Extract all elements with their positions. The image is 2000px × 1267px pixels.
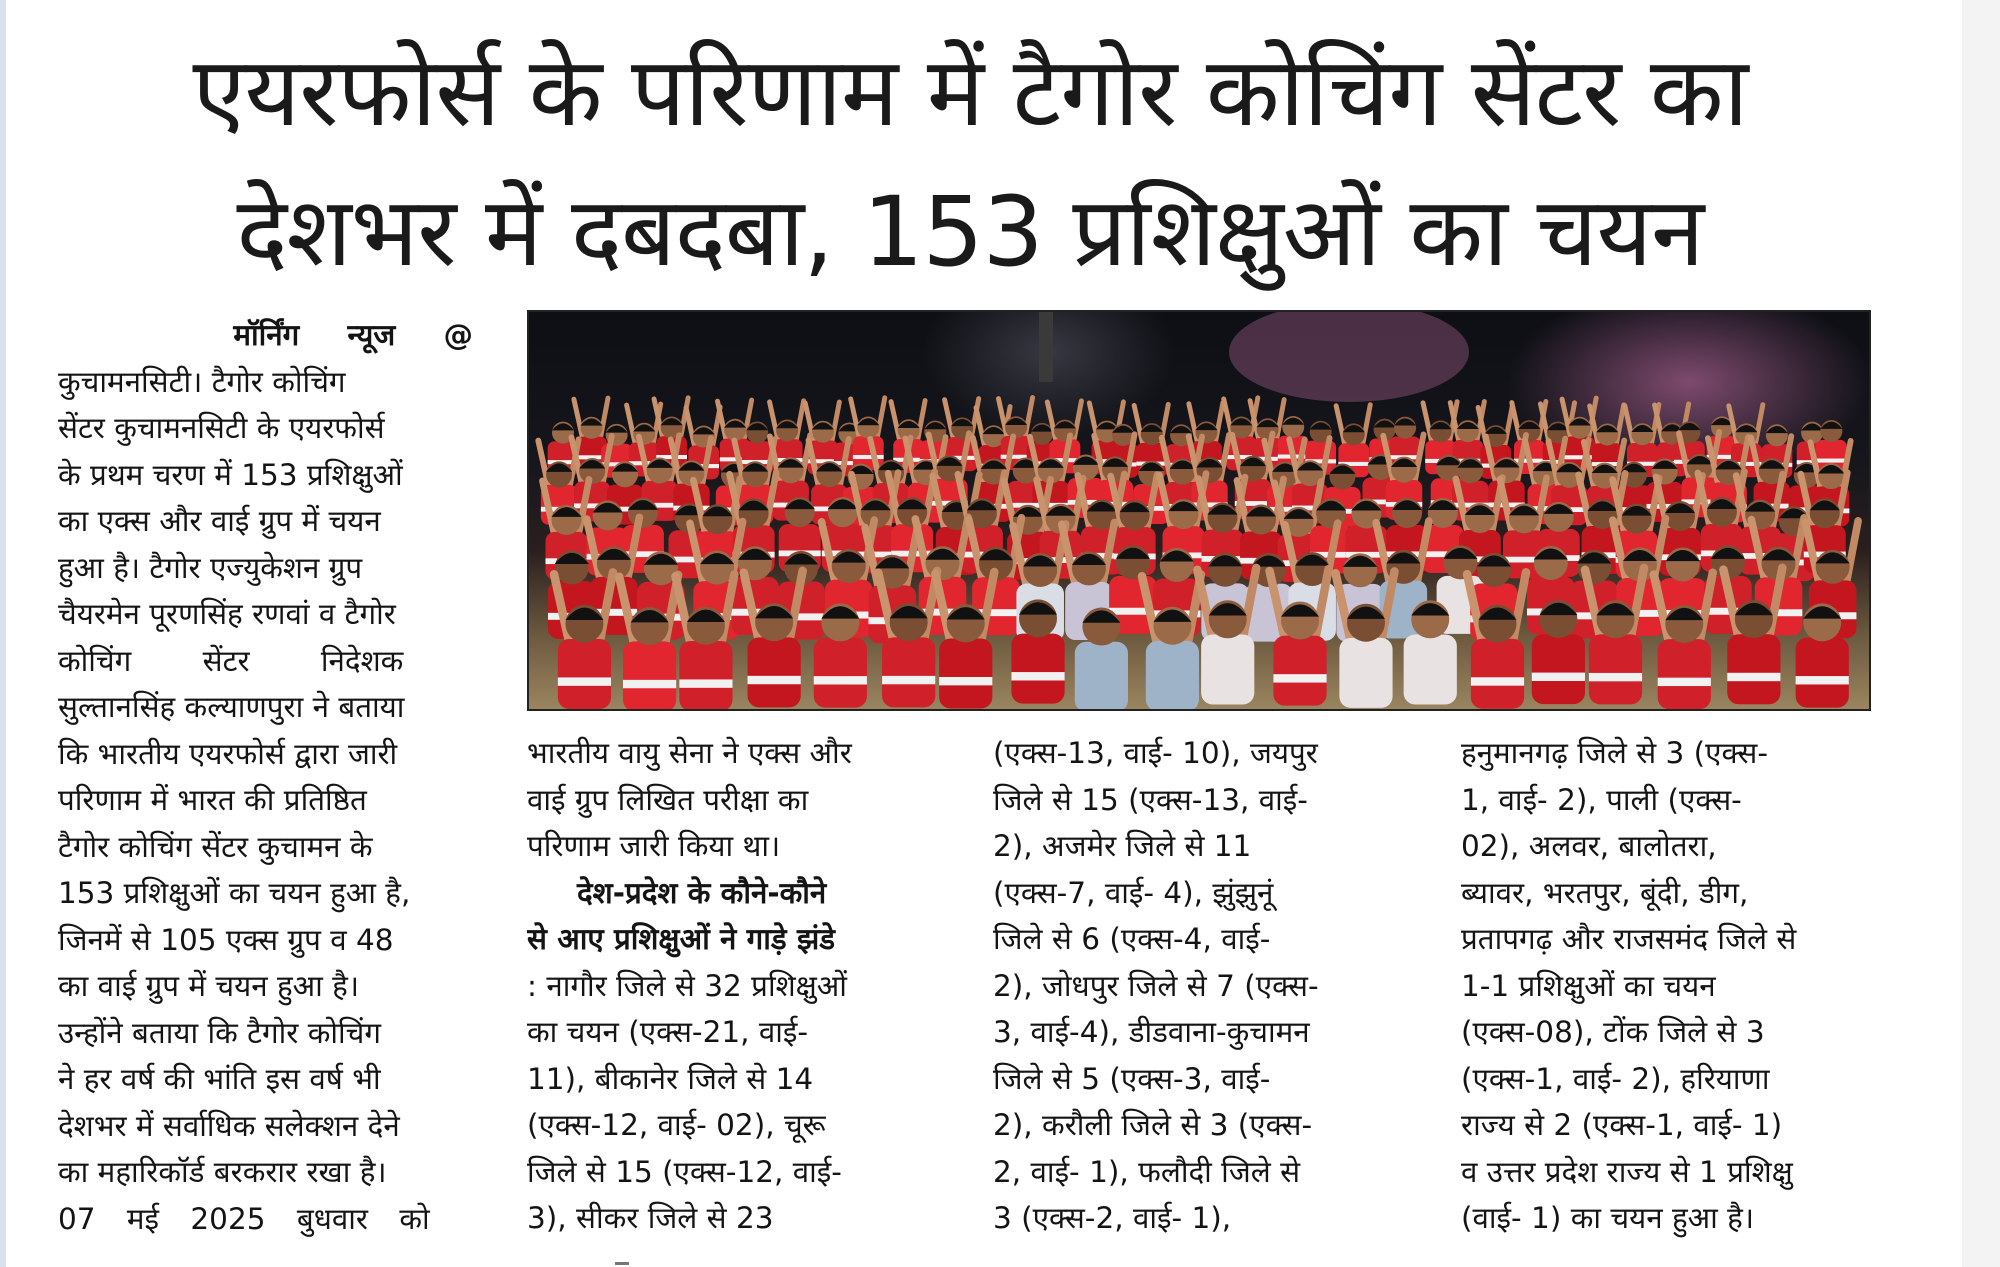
article-column-2 — [527, 730, 942, 1242]
group-photo-crowd — [529, 312, 1869, 709]
body-line: हनुमानगढ़ जिले से 3 (एक्स- — [1461, 736, 1768, 770]
body-line: (एक्स-1, वाई- 2), हरियाणा — [1461, 1061, 1770, 1096]
subheading: देश-प्रदेश के कौने-कौने — [577, 875, 827, 910]
body-line: परिणाम जारी किया था। — [527, 829, 781, 863]
body-line: का वाई ग्रुप में चयन हुआ है। — [58, 969, 359, 1003]
body-line: जिनमें से 105 एक्स ग्रुप व 48 — [58, 922, 394, 957]
article-column-1 — [58, 312, 473, 1242]
body-line: कि भारतीय एयरफोर्स द्वारा जारी — [58, 736, 398, 771]
body-line: (एक्स-13, वाई- 10), जयपुर — [993, 736, 1318, 770]
body-line: (एक्स-7, वाई- 4), झुंझुनूं — [993, 875, 1274, 910]
body-line: व उत्तर प्रदेश राज्य से 1 प्रशिक्षु — [1461, 1154, 1793, 1189]
headline — [20, 22, 1920, 302]
body-line: चैयरमेन पूरणसिंह रणवां व टैगोर — [58, 597, 396, 631]
page-left-border — [0, 0, 6, 1267]
body-line: 1-1 प्रशिक्षुओं का चयन — [1461, 968, 1716, 1003]
body-line: का चयन (एक्स-21, वाई- — [527, 1015, 809, 1049]
body-line: 2), करौली जिले से 3 (एक्स- — [993, 1108, 1313, 1142]
body-line: जिले से 6 (एक्स-4, वाई- — [993, 922, 1271, 956]
body-line: ने हर वर्ष की भांति इस वर्ष भी — [58, 1062, 381, 1096]
body-line: का एक्स और वाई ग्रुप में चयन — [58, 504, 381, 538]
body-line: भारतीय वायु सेना ने एक्स और — [527, 736, 852, 770]
subheading: से आए प्रशिक्षुओं ने गाड़े झंडे — [527, 922, 836, 956]
body-line: परिणाम में भारत की प्रतिष्ठित — [58, 783, 367, 817]
body-line: (एक्स-12, वाई- 02), चूरू — [527, 1108, 826, 1142]
headline-line-2: देशभर में दबदबा, 153 प्रशिक्षुओं का चयन — [236, 176, 1704, 288]
body-line: सेंटर कुचामनसिटी के एयरफोर्स — [58, 411, 385, 445]
body-line: 2, वाई- 1), फलौदी जिले से — [993, 1154, 1301, 1189]
body-line: टैगोर कोचिंग सेंटर कुचामन के — [58, 829, 373, 864]
body-line: 2), अजमेर जिले से 11 — [993, 829, 1252, 863]
body-line: 3), सीकर जिले से 23 — [527, 1201, 774, 1235]
body-line: वाई ग्रुप लिखित परीक्षा का — [527, 782, 809, 817]
article-column-4 — [1461, 730, 1876, 1242]
body-line: 02), अलवर, बालोतरा, — [1461, 829, 1717, 863]
body-line: 153 प्रशिक्षुओं का चयन हुआ है, — [58, 876, 411, 910]
body-line: सुल्तानसिंह कल्याणपुरा ने बताया — [58, 690, 405, 724]
headline-line-1: एयरफोर्स के परिणाम में टैगोर कोचिंग सेंटर का — [192, 36, 1748, 148]
body-line: का महारिकॉर्ड बरकरार रखा है। — [58, 1155, 387, 1189]
body-line: जिले से 15 (एक्स-12, वाई- — [527, 1154, 842, 1189]
dateline: मॉर्निंग न्यूज @ — [233, 318, 473, 352]
body-line: 3 (एक्स-2, वाई- 1), — [993, 1201, 1232, 1235]
body-line: ब्यावर, भरतपुर, बूंदी, डीग, — [1461, 875, 1749, 910]
body-line: राज्य से 2 (एक्स-1, वाई- 1) — [1461, 1108, 1783, 1142]
page-mark — [615, 1262, 629, 1265]
body-line: जिले से 5 (एक्स-3, वाई- — [993, 1061, 1271, 1096]
body-line: : नागौर जिले से 32 प्रशिक्षुओं — [527, 968, 847, 1003]
body-line: 2), जोधपुर जिले से 7 (एक्स- — [993, 968, 1319, 1003]
body-line: जिले से 15 (एक्स-13, वाई- — [993, 782, 1308, 817]
body-line: 11), बीकानेर जिले से 14 — [527, 1061, 814, 1096]
body-line: 1, वाई- 2), पाली (एक्स- — [1461, 782, 1742, 817]
body-line: उन्होंने बताया कि टैगोर कोचिंग — [58, 1015, 381, 1050]
body-line: 3, वाई-4), डीडवाना-कुचामन — [993, 1015, 1310, 1049]
body-line: के प्रथम चरण में 153 प्रशिक्षुओं — [58, 457, 403, 492]
body-line: (एक्स-08), टोंक जिले से 3 — [1461, 1015, 1765, 1049]
body-line: हुआ है। टैगोर एज्युकेशन ग्रुप — [58, 550, 363, 585]
body-line: 07 मई 2025 बुधवार को — [58, 1201, 430, 1236]
body-line: कोचिंग सेंटर निदेशक — [58, 643, 404, 678]
page-right-margin — [1962, 0, 2000, 1267]
article-column-3 — [993, 730, 1408, 1242]
group-photo — [527, 310, 1871, 711]
body-line: देशभर में सर्वाधिक सलेक्शन देने — [58, 1108, 400, 1143]
body-line: कुचामनसिटी। टैगोर कोचिंग — [58, 364, 346, 399]
body-line: प्रतापगढ़ और राजसमंद जिले से — [1461, 922, 1797, 956]
body-line: (वाई- 1) का चयन हुआ है। — [1461, 1201, 1755, 1235]
